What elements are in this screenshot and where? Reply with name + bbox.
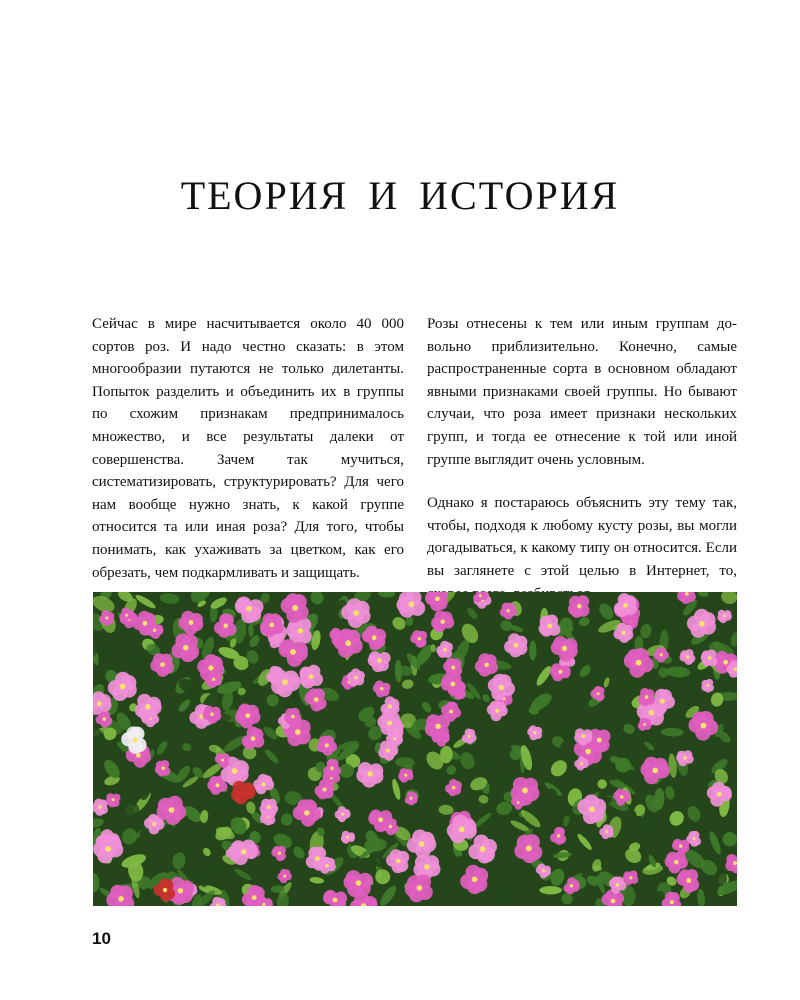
chapter-title: ТЕОРИЯ И ИСТОРИЯ (180, 173, 620, 218)
rose-bush-photo (93, 592, 737, 906)
left-text-column (92, 313, 404, 584)
rose-bush-illustration (93, 592, 737, 906)
right-text-column (427, 313, 737, 605)
paragraph: Сейчас в мире насчитывается около 40 000 сортов роз. И надо честно сказать: в этом многообразии путаются не только дилетанты. Попыток разделить и объединить их в группы по схожим признакам предпринималось множество, и все результаты далеки от совершенства. Зачем так мучиться, систематизировать, структурировать? Для чего нам вообще нужно знать, к какой группе относится та или иная роза? Для того, чтобы понимать, как ухаживать за цветком, как его обрезать, чем подкармливать и защищать. (92, 316, 404, 581)
paragraph: Однако я постараюсь объяснить эту тему так, чтобы, подходя к любому кусту розы, вы могли догадываться, к какому типу он относится. Если вы заглянете с этой целью в Интернет, то, (427, 495, 737, 579)
paragraph: Розы отнесены к тем или иным группам довольно приблизительно. Конечно, самые распространенные сорта в основном обладают явными признаками своей группы. Но бывают случаи, что роза имеет признаки нескольких групп, и тогда ее отнесение к той или иной группе выглядит очень условным. (427, 316, 737, 468)
page-number: 10 (92, 929, 111, 948)
